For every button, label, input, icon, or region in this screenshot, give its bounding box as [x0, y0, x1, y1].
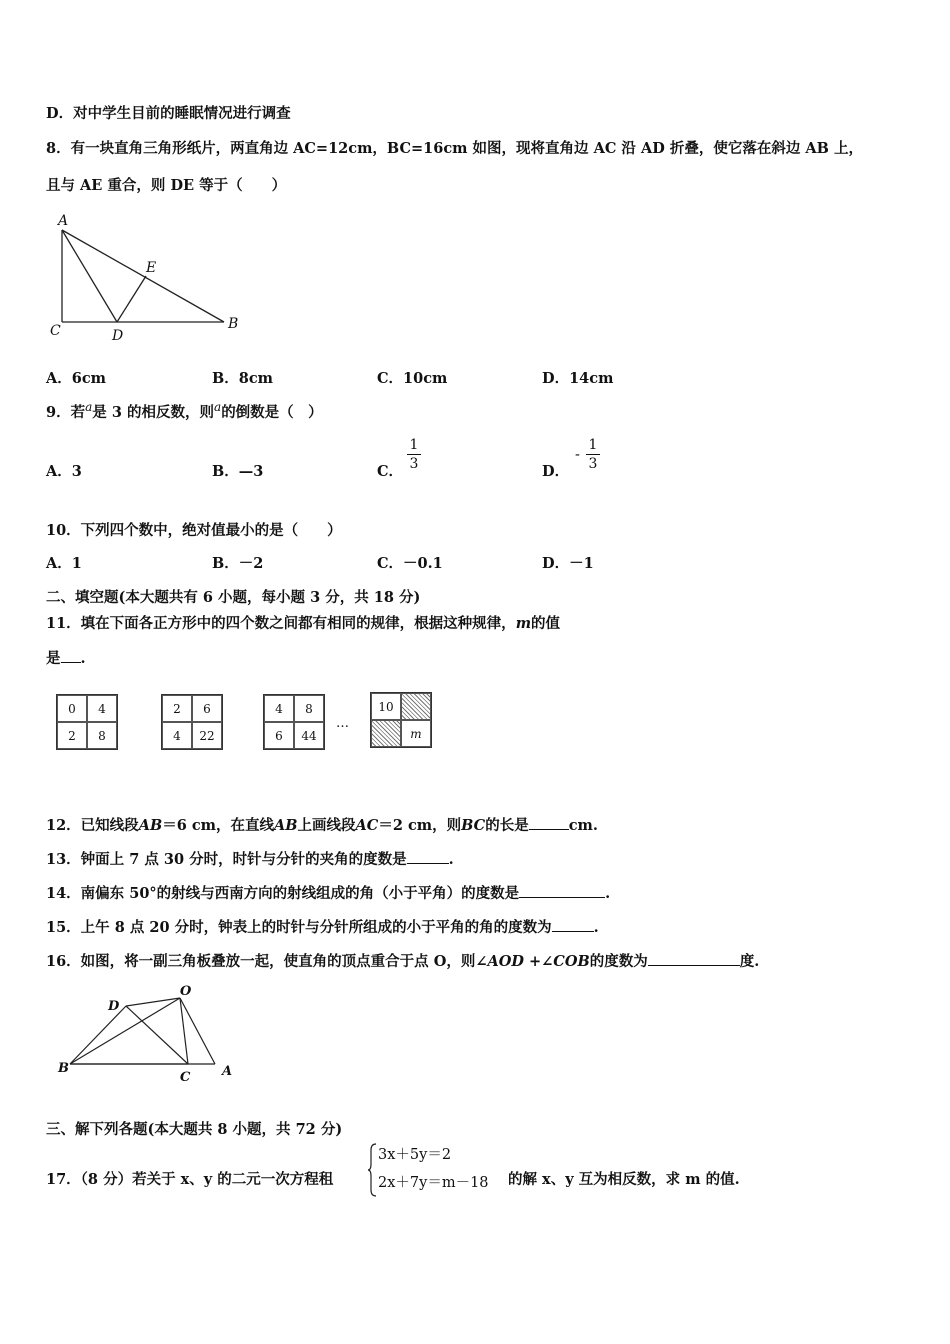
- q12-stem: [46, 814, 598, 835]
- q14-answer-blank[interactable]: [519, 885, 605, 898]
- q11-s4-hatched-cell: [401, 693, 431, 720]
- q13-end: .: [448, 851, 454, 868]
- q11-square-2: [161, 694, 223, 750]
- q9-stem-prefix: 9．若: [46, 403, 86, 421]
- q10-stem: 10．下列四个数中，绝对值最小的是（ ）: [46, 522, 342, 539]
- q12-ab2: AB: [274, 817, 298, 834]
- q11-square-4: [370, 692, 432, 748]
- q16-edge-oa: [180, 998, 215, 1064]
- q11-s2-cell: 2: [162, 695, 192, 722]
- q9-stem: [46, 400, 323, 422]
- q8-label-b: B: [228, 316, 239, 332]
- q8-figure: [40, 210, 250, 345]
- q11-s1-cell: 8: [87, 722, 117, 749]
- q11-suffix: 的值: [531, 615, 561, 632]
- q12-mid3: ＝2 cm，则: [378, 817, 462, 834]
- q8-edge-ab: [62, 230, 224, 322]
- q11-s4-hatched-cell: [371, 720, 401, 747]
- q11-s3-cell: 8: [294, 695, 324, 722]
- q11-stem-line1: [46, 612, 560, 633]
- q15-stem: [46, 916, 599, 937]
- q16-answer-blank[interactable]: [648, 953, 740, 966]
- q16-suffix: 度.: [739, 953, 760, 970]
- q13-answer-blank[interactable]: [407, 851, 449, 864]
- q9-var-a-2: a: [213, 400, 222, 414]
- q11-s1-cell: 4: [87, 695, 117, 722]
- q16-label-d: D: [108, 999, 120, 1014]
- q11-s4-top-left: 10: [371, 693, 401, 720]
- q11-s2-cell: 6: [192, 695, 222, 722]
- q8-stem-line2: 且与 AE 重合，则 DE 等于（ ）: [46, 177, 287, 194]
- q8-label-d: D: [112, 328, 124, 344]
- q17-suffix: 的解 x、y 互为相反数，求 m 的值.: [508, 1171, 740, 1188]
- q8-edge-de: [117, 276, 146, 322]
- q8-option-c: C．10cm: [377, 370, 448, 387]
- q11-s2-cell: 22: [192, 722, 222, 749]
- q14-end: .: [605, 885, 611, 902]
- q16-mid: 的度数为: [589, 953, 648, 970]
- q11-s1-cell: 0: [57, 695, 87, 722]
- q11-prefix: 11．填在下面各正方形中的四个数之间都有相同的规律，根据这种规律，: [46, 615, 516, 632]
- q9-option-b: B．—3: [212, 463, 264, 480]
- q17-equation-2: 2x＋7y＝m－18: [378, 1175, 489, 1191]
- q10-option-a: A．1: [46, 555, 82, 572]
- q16-stem: [46, 950, 759, 971]
- q8-label-a: A: [58, 213, 69, 229]
- q17-equation-1: 3x＋5y＝2: [378, 1147, 452, 1163]
- q8-option-b: B．8cm: [212, 370, 274, 387]
- q11-s3-cell: 4: [264, 695, 294, 722]
- q9-d-sign: -: [575, 447, 580, 463]
- q16-figure: [50, 980, 250, 1085]
- q8-stem-line1: 8．有一块直角三角形纸片，两直角边 AC=12cm，BC=16cm 如图，现将直角边 AC 沿 AD 折叠，使它落在斜边 AB 上，: [46, 140, 863, 157]
- q15-answer-blank[interactable]: [552, 919, 594, 932]
- q12-ab: AB: [138, 817, 163, 834]
- q8-label-e: E: [146, 260, 157, 276]
- q17-brace: [368, 1142, 378, 1198]
- q12-ac: AC: [355, 817, 379, 834]
- q16-edge-oc: [180, 998, 188, 1064]
- q12-mid1: ＝6 cm，在直线: [162, 817, 275, 834]
- q7-option-d: D．对中学生目前的睡眠情况进行调查: [46, 105, 291, 122]
- q16-label-b: B: [58, 1061, 69, 1076]
- q9-option-c-fraction: [407, 436, 421, 473]
- q11-ellipsis: …: [336, 716, 349, 731]
- q9-d-denominator: 3: [588, 456, 598, 472]
- q9-option-d: D．: [542, 463, 570, 480]
- q12-suffix: cm.: [568, 817, 598, 834]
- q11-line2-end: .: [80, 650, 86, 667]
- q11-s4-bottom-right: m: [401, 720, 431, 747]
- q9-c-denominator: 3: [409, 456, 419, 472]
- q11-s2-cell: 4: [162, 722, 192, 749]
- q11-answer-blank[interactable]: [61, 650, 81, 663]
- q16-edge-od: [126, 998, 180, 1006]
- q9-option-d-fraction: [586, 436, 600, 473]
- q10-option-d: D．－1: [542, 555, 594, 572]
- q9-var-a: a: [85, 400, 93, 414]
- q12-prefix: 12．已知线段: [46, 817, 139, 834]
- q11-s3-cell: 6: [264, 722, 294, 749]
- q9-d-numerator: 1: [586, 436, 600, 455]
- q11-var-m: m: [515, 615, 532, 632]
- q17-prefix: 17．（8 分）若关于 x、y 的二元一次方程租: [46, 1171, 334, 1188]
- section3-title: 三、解下列各题(本大题共 8 小题，共 72 分): [46, 1121, 343, 1138]
- q8-edge-ad: [62, 230, 117, 322]
- q16-prefix: 16．如图，将一副三角板叠放一起，使直角的顶点重合于点 O，则: [46, 953, 476, 970]
- q10-option-b: B．－2: [212, 555, 264, 572]
- q14-stem: [46, 882, 610, 903]
- q8-option-a: A．6cm: [46, 370, 107, 387]
- q15-text: 15．上午 8 点 20 分时，钟表上的时针与分针所组成的小于平角的角的度数为: [46, 919, 552, 936]
- q9-stem-mid: 是 3 的相反数，则: [92, 403, 214, 421]
- q16-label-o: O: [180, 984, 192, 999]
- q12-mid2: 上画线段: [297, 817, 356, 834]
- q9-option-a: A．3: [46, 463, 82, 480]
- q13-stem: [46, 848, 454, 869]
- q16-label-c: C: [180, 1070, 191, 1085]
- q13-text: 13．钟面上 7 点 30 分时，时针与分针的夹角的度数是: [46, 851, 407, 868]
- q11-square-3: [263, 694, 325, 750]
- q14-text: 14．南偏东 50°的射线与西南方向的射线组成的角（小于平角）的度数是: [46, 885, 520, 902]
- q11-line2-text: 是: [46, 650, 61, 667]
- q12-answer-blank[interactable]: [529, 817, 569, 830]
- q9-option-c: C．: [377, 463, 404, 480]
- q16-label-a: A: [222, 1064, 233, 1079]
- q11-square-1: [56, 694, 118, 750]
- q11-s1-cell: 2: [57, 722, 87, 749]
- q12-mid4: 的长是: [485, 817, 529, 834]
- q9-c-numerator: 1: [407, 436, 421, 455]
- q16-angle-expr: ∠AOD +∠COB: [475, 953, 590, 970]
- section2-title: 二、填空题(本大题共有 6 小题，每小题 3 分，共 18 分): [46, 589, 421, 606]
- q10-option-c: C．－0.1: [377, 555, 443, 572]
- q16-edge-dc: [126, 1006, 188, 1064]
- q8-label-c: C: [50, 323, 61, 339]
- q11-s3-cell: 44: [294, 722, 324, 749]
- q15-end: .: [593, 919, 599, 936]
- q8-option-d: D．14cm: [542, 370, 614, 387]
- q9-stem-suffix: 的倒数是（ ）: [221, 403, 323, 421]
- q11-stem-line2: [46, 647, 86, 668]
- q16-edge-ob: [70, 998, 180, 1064]
- q12-bc: BC: [461, 817, 486, 834]
